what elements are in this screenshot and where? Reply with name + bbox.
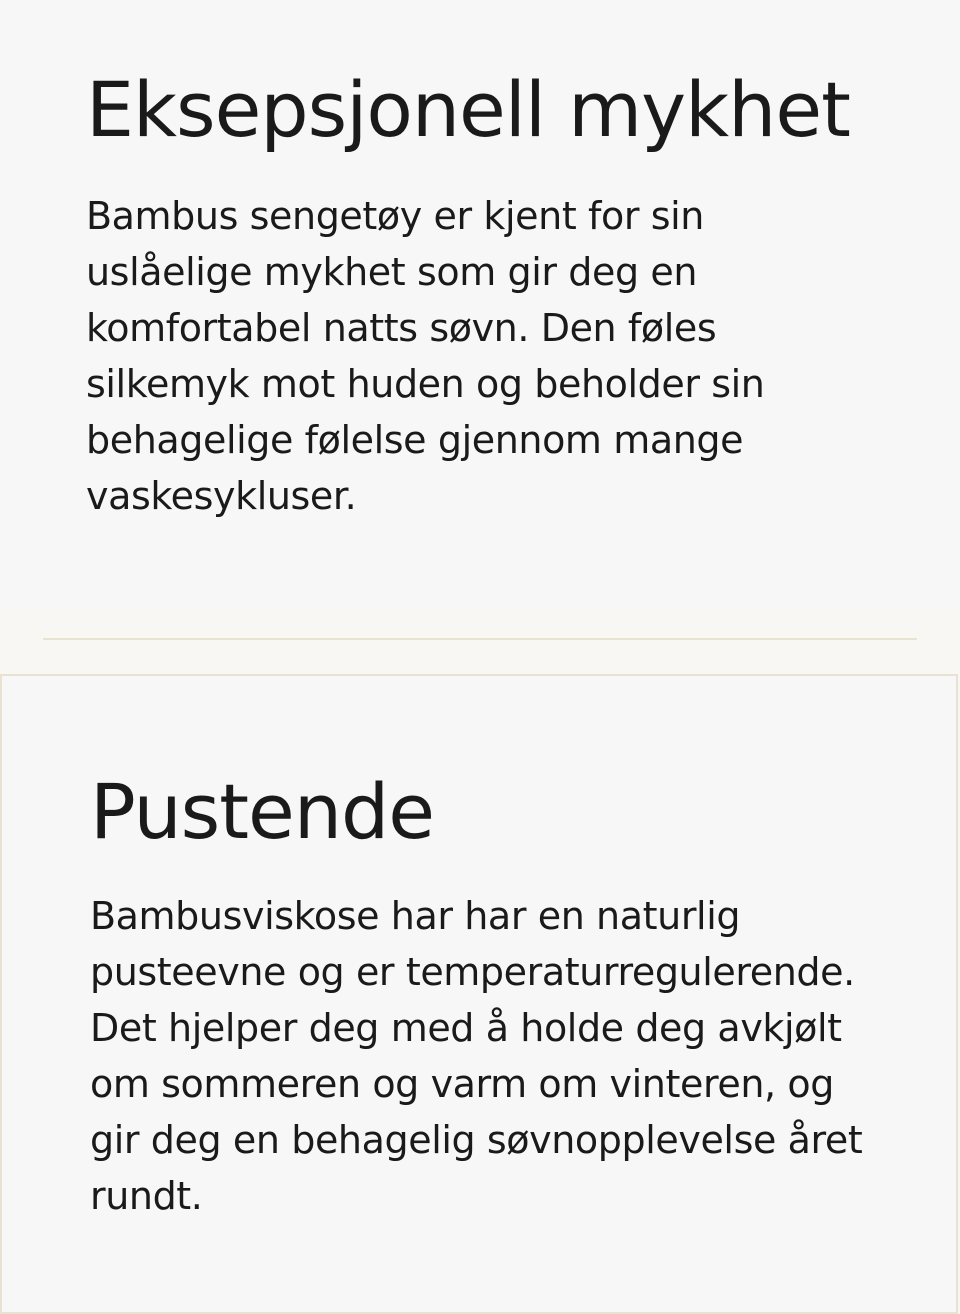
feature-description: Bambus sengetøy er kjent for sin uslåelige mykhet som gir deg en komfortabel natts søvn. Den føles silkemyk mot huden og beholder sin behagelige følelse gjennom mange vaskesykluser.	[86, 194, 765, 518]
feature-card-softness	[0, 0, 960, 610]
section-divider	[43, 638, 917, 640]
feature-card-breathable	[0, 674, 958, 1314]
feature-title: Eksepsjonell mykhet	[86, 65, 850, 154]
feature-title: Pustende	[90, 767, 434, 856]
feature-description: Bambusviskose har har en naturlig pusteevne og er temperaturregulerende. Det hjelper deg med å holde deg avkjølt om sommeren og varm om vinteren, og gir deg en behagelig søvnopplevelse året rundt.	[90, 894, 863, 1218]
